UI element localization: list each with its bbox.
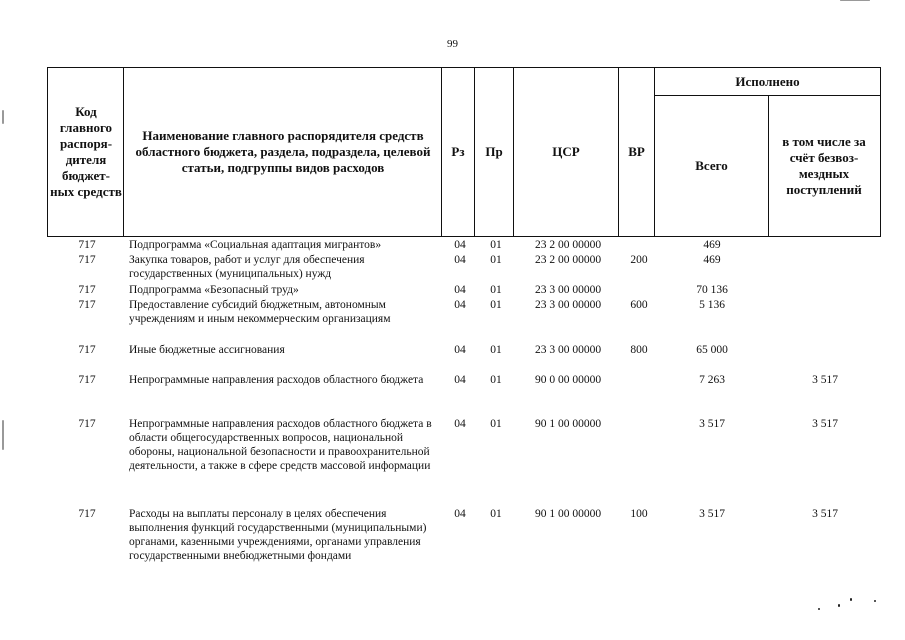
row-total: 3 517 bbox=[699, 418, 725, 430]
row-csr: 23 3 00 00000 bbox=[534, 299, 602, 311]
row-pr: 01 bbox=[490, 254, 502, 266]
row-rz: 04 bbox=[454, 284, 466, 296]
header-csr: ЦСР bbox=[552, 144, 580, 159]
row-pr: 01 bbox=[490, 344, 502, 356]
row-name: Расходы на выплаты персоналу в целях обеспечения выполнения функций государственными (муниципальными) органами, казенными учреждениями, органами управления государственными внебюджетными фондами bbox=[129, 508, 427, 562]
row-gratuitous: 3 517 bbox=[812, 418, 838, 430]
row-name: Предоставление субсидий бюджетным, автономным учреждениям и иным некоммерческим организациям bbox=[129, 299, 391, 325]
row-total: 7 263 bbox=[699, 374, 725, 386]
header-divider-code bbox=[123, 67, 124, 237]
header-vr: ВР bbox=[628, 144, 645, 159]
header-right-border bbox=[880, 67, 881, 237]
header-divider-total bbox=[768, 95, 769, 237]
row-vr: 600 bbox=[630, 299, 648, 311]
row-code: 717 bbox=[78, 284, 96, 296]
row-vr: 200 bbox=[630, 254, 648, 266]
row-pr: 01 bbox=[490, 239, 502, 251]
row-csr: 90 0 00 00000 bbox=[534, 374, 602, 386]
row-csr: 23 2 00 00000 bbox=[534, 254, 602, 266]
page-number: 99 bbox=[447, 38, 458, 50]
header-total: Всего bbox=[695, 158, 728, 173]
row-code: 717 bbox=[78, 239, 96, 251]
row-code: 717 bbox=[78, 299, 96, 311]
header-code: Код главного распоря-дителя бюджет-ных средств bbox=[50, 104, 122, 199]
row-total: 3 517 bbox=[699, 508, 725, 520]
row-total: 469 bbox=[703, 254, 721, 266]
row-rz: 04 bbox=[454, 374, 466, 386]
scan-mark-left-2 bbox=[2, 420, 4, 450]
row-pr: 01 bbox=[490, 418, 502, 430]
row-code: 717 bbox=[78, 418, 96, 430]
row-csr: 90 1 00 00000 bbox=[534, 418, 602, 430]
header-executed: Исполнено bbox=[735, 73, 800, 89]
row-name: Подпрограмма «Безопасный труд» bbox=[129, 284, 299, 296]
scan-mark-top-right bbox=[840, 0, 870, 1]
row-code: 717 bbox=[78, 254, 96, 266]
row-name: Непрограммные направления расходов областного бюджета в области общегосударственных вопросов, национальной обороны, национальной безопасности и правоохранительной деятельности, а также в сфере средств массовой информации bbox=[129, 418, 432, 472]
scan-dot-1 bbox=[818, 608, 820, 610]
scan-dot-4 bbox=[874, 600, 876, 602]
row-pr: 01 bbox=[490, 299, 502, 311]
row-name: Закупка товаров, работ и услуг для обеспечения государственных (муниципальных) нужд bbox=[129, 254, 365, 280]
row-name: Иные бюджетные ассигнования bbox=[129, 344, 285, 356]
row-total: 5 136 bbox=[699, 299, 725, 311]
row-pr: 01 bbox=[490, 508, 502, 520]
row-code: 717 bbox=[78, 508, 96, 520]
row-code: 717 bbox=[78, 344, 96, 356]
header-name: Наименование главного распорядителя средств областного бюджета, раздела, подраздела, целевой статьи, подгруппы видов расходов bbox=[135, 128, 431, 175]
row-rz: 04 bbox=[454, 254, 466, 266]
row-csr: 23 3 00 00000 bbox=[534, 284, 602, 296]
row-csr: 23 3 00 00000 bbox=[534, 344, 602, 356]
header-left-border bbox=[47, 67, 48, 237]
row-vr: 100 bbox=[630, 508, 648, 520]
row-gratuitous: 3 517 bbox=[812, 508, 838, 520]
row-name: Подпрограмма «Социальная адаптация мигрантов» bbox=[129, 239, 382, 251]
header-gratuitous: в том числе за счёт безвоз-мездных поступлений bbox=[782, 134, 866, 197]
row-rz: 04 bbox=[454, 344, 466, 356]
row-total: 469 bbox=[703, 239, 721, 251]
row-name: Непрограммные направления расходов областного бюджета bbox=[129, 374, 424, 386]
scan-dot-2 bbox=[838, 604, 840, 607]
row-total: 70 136 bbox=[696, 284, 728, 296]
header-pr: Пр bbox=[485, 144, 503, 159]
scan-dot-3 bbox=[850, 598, 852, 601]
row-gratuitous: 3 517 bbox=[812, 374, 838, 386]
row-csr: 90 1 00 00000 bbox=[534, 508, 602, 520]
row-pr: 01 bbox=[490, 284, 502, 296]
row-total: 65 000 bbox=[696, 344, 728, 356]
row-rz: 04 bbox=[454, 418, 466, 430]
row-csr: 23 2 00 00000 bbox=[534, 239, 602, 251]
row-vr: 800 bbox=[630, 344, 648, 356]
row-rz: 04 bbox=[454, 239, 466, 251]
row-rz: 04 bbox=[454, 299, 466, 311]
header-bottom-border bbox=[47, 236, 881, 237]
row-code: 717 bbox=[78, 374, 96, 386]
scan-mark-left-1 bbox=[2, 110, 4, 124]
row-rz: 04 bbox=[454, 508, 466, 520]
row-pr: 01 bbox=[490, 374, 502, 386]
header-rz: Рз bbox=[451, 144, 465, 159]
